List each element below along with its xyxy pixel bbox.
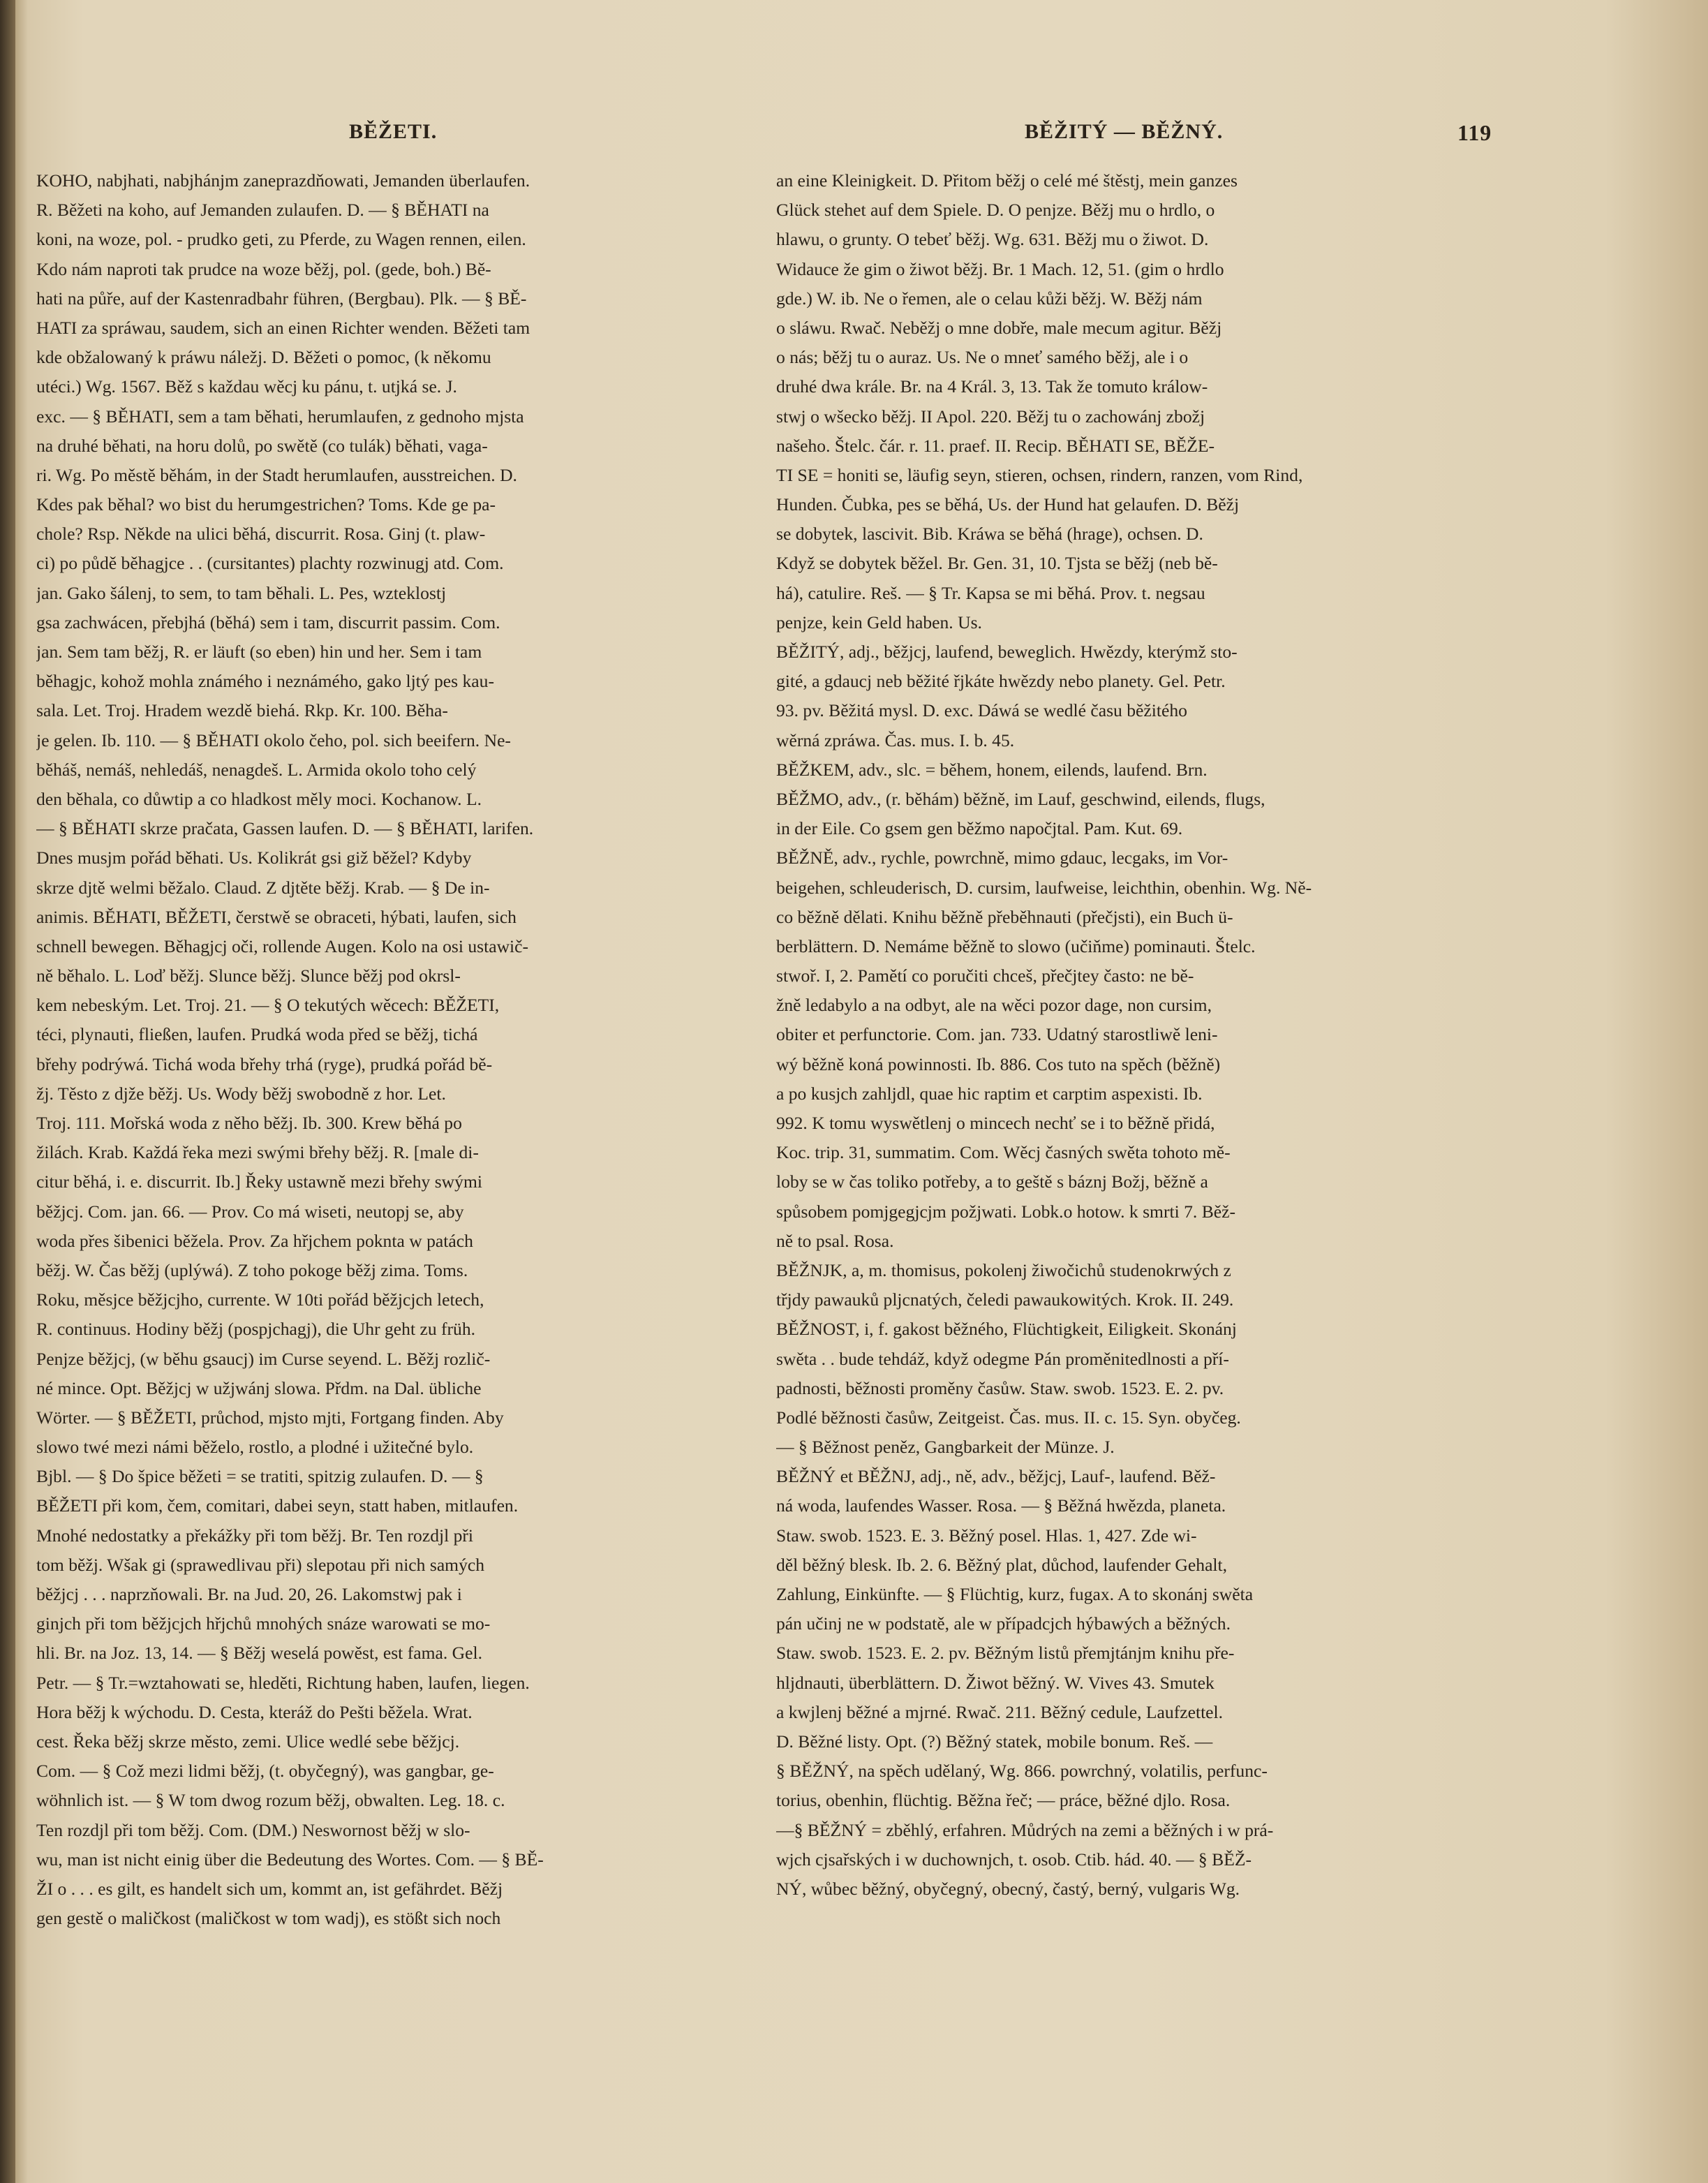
text-line: schnell bewegen. Běhagjcj oči, rollende Augen. Kolo na osi ustawič- <box>36 935 529 956</box>
text-line: KOHO, nabjhati, nabjhánjm zaneprazdňowati, Jemanden überlaufen. <box>36 170 530 191</box>
text-line: Hunden. Čubka, pes se běhá, Us. der Hund hat gelaufen. D. Běžj <box>776 494 1240 515</box>
text-line: sala. Let. Troj. Hradem wezdě biehá. Rkp. Kr. 100. Běha- <box>36 700 448 721</box>
text-line: a kwjlenj běžné a mjrné. Rwač. 211. Běžný cedule, Laufzettel. <box>776 1701 1224 1722</box>
text-line: břehy podrýwá. Tichá woda břehy trhá (ryge), prudká pořád bě- <box>36 1053 493 1074</box>
text-line: Kdes pak běhal? wo bist du herumgestrichen? Toms. Kde ge pa- <box>36 494 496 515</box>
text-line: slowo twé mezi námi běželo, rostlo, a plodné i užitečné bylo. <box>36 1437 474 1458</box>
text-line: běháš, nemáš, nehledáš, nenagdeš. L. Armida okolo toho celý <box>36 759 477 780</box>
text-line: Staw. swob. 1523. E. 3. Běžný posel. Hlas. 1, 427. Zde wi- <box>776 1525 1197 1546</box>
text-line: gen gestě o maličkost (maličkost w tom wadj), es stößt sich noch <box>36 1908 501 1929</box>
text-line: hli. Br. na Joz. 13, 14. — § Běžj weselá powěst, est fama. Gel. <box>36 1643 482 1664</box>
text-line: BĚŽKEM, adv., slc. = během, honem, eilends, laufend. Brn. <box>776 759 1208 780</box>
text-line: penjze, kein Geld haben. Us. <box>776 612 982 632</box>
text-line: gité, a gdaucj neb běžité řjkáte hwězdy nebo planety. Gel. Petr. <box>776 671 1226 692</box>
text-line: D. Běžné listy. Opt. (?) Běžný statek, mobile bonum. Reš. — <box>776 1731 1213 1752</box>
text-line: beigehen, schleuderisch, D. cursim, laufweise, leichthin, obenhin. Wg. Ně- <box>776 877 1312 898</box>
text-line: BĚŽNJK, a, m. thomisus, pokolenj žiwočichů studenokrwých z <box>776 1259 1231 1280</box>
text-line: běžjcj. Com. jan. 66. — Prov. Co má wiseti, neutopj se, aby <box>36 1201 464 1222</box>
text-line: ci) po půdě běhagjce . . (cursitantes) plachty rozwinugj atd. Com. <box>36 553 504 574</box>
text-line: Staw. swob. 1523. E. 2. pv. Běžným listů přemjtánjm knihu pře- <box>776 1643 1235 1664</box>
text-line: padnosti, běžnosti proměny časůw. Staw. swob. 1523. E. 2. pv. <box>776 1377 1224 1398</box>
text-line: děl běžný blesk. Ib. 2. 6. Běžný plat, důchod, laufender Gehalt, <box>776 1554 1228 1575</box>
text-line: je gelen. Ib. 110. — § BĚHATI okolo čeho, pol. sich beeifern. Ne- <box>36 730 511 750</box>
text-line: jan. Sem tam běžj, R. er läuft (so eben) hin und her. Sem i tam <box>36 642 482 662</box>
text-line: Petr. — § Tr.=wztahowati se, hleděti, Richtung haben, laufen, liegen. <box>36 1672 530 1693</box>
text-line: na druhé běhati, na horu dolů, po swětě (co tulák) běhati, vaga- <box>36 435 488 456</box>
text-line: BĚŽETI při kom, čem, comitari, dabei seyn, statt haben, mitlaufen. <box>36 1495 519 1516</box>
right-running-head: BĚŽITÝ — BĚŽNÝ. <box>1025 120 1224 143</box>
text-line: —§ BĚŽNÝ = zběhlý, erfahren. Můdrých na zemi a běžných i w prá- <box>776 1819 1274 1840</box>
text-line: NÝ, wůbec běžný, obyčegný, obecný, častý, berný, vulgaris Wg. <box>776 1878 1240 1899</box>
text-line: pán učinj ne w podstatě, ale w případcjch hýbawých a běžných. <box>776 1613 1231 1634</box>
text-line: BĚŽMO, adv., (r. běhám) běžně, im Lauf, geschwind, eilends, flugs, <box>776 788 1265 809</box>
text-line: ná woda, laufendes Wasser. Rosa. — § Běžná hwězda, planeta. <box>776 1495 1226 1516</box>
text-line: Ten rozdjl při tom běžj. Com. (DM.) Neswornost běžj w slo- <box>36 1819 470 1840</box>
text-line: Wörter. — § BĚŽETI, průchod, mjsto mjti, Fortgang finden. Aby <box>36 1407 504 1428</box>
text-line: wěrná zpráwa. Čas. mus. I. b. 45. <box>776 730 1015 750</box>
text-line: se dobytek, lascivit. Bib. Kráwa se běhá (hrage), ochsen. D. <box>776 524 1203 545</box>
text-line: 93. pv. Běžitá mysl. D. exc. Dáwá se wedlé času běžitého <box>776 700 1187 721</box>
text-line: Koc. trip. 31, summatim. Com. Wěcj časných swěta tohoto mě- <box>776 1142 1231 1163</box>
text-line: an eine Kleinigkeit. D. Přitom běžj o celé mé štěstj, mein ganzes <box>776 170 1238 191</box>
text-line: Widauce že gim o žiwot běžj. Br. 1 Mach. 12, 51. (gim o hrdlo <box>776 258 1224 279</box>
text-line: ginjch při tom běžjcjch hřjchů mnohých snáze warowati se mo- <box>36 1613 491 1634</box>
running-header <box>0 120 1708 148</box>
text-line: a po kusjch zahljdl, quae hic raptim et carptim aspexisti. Ib. <box>776 1083 1203 1104</box>
text-line: hlawu, o grunty. O tebeť běžj. Wg. 631. Běžj mu o žiwot. D. <box>776 229 1209 250</box>
text-line: Troj. 111. Mořská woda z něho běžj. Ib. 300. Krew běhá po <box>36 1113 462 1133</box>
text-line: R. continuus. Hodiny běžj (pospjchagj), die Uhr geht zu früh. <box>36 1319 476 1340</box>
text-line: koni, na woze, pol. - prudko geti, zu Pferde, zu Wagen rennen, eilen. <box>36 229 526 250</box>
text-line: Mnohé nedostatky a překážky při tom běžj. Br. Ten rozdjl při <box>36 1525 474 1546</box>
right-text-column <box>776 166 1534 1953</box>
text-line: loby se w čas toliko potřeby, a to geště s báznj Božj, běžně a <box>776 1171 1208 1192</box>
text-line: R. Běžeti na koho, auf Jemanden zulaufen. D. — § BĚHATI na <box>36 200 489 221</box>
text-line: gsa zachwácen, přebjhá (běhá) sem i tam, discurrit passim. Com. <box>36 612 500 632</box>
text-line: — § BĚHATI skrze pračata, Gassen laufen. D. — § BĚHATI, larifen. <box>36 818 534 839</box>
text-line: wu, man ist nicht einig über die Bedeutung des Wortes. Com. — § BĚ- <box>36 1849 544 1870</box>
text-line: Hora běžj k wýchodu. D. Cesta, kteráž do Pešti běžela. Wrat. <box>36 1701 473 1722</box>
text-line: HATI za spráwau, saudem, sich an einen Richter wenden. Běžeti tam <box>36 317 530 338</box>
text-line: BĚŽNÝ et BĚŽNJ, adj., ně, adv., běžjcj, Lauf-, laufend. Běž- <box>776 1466 1216 1487</box>
text-line: stwj o wšecko běžj. II Apol. 220. Běžj tu o zachowánj zbožj <box>776 406 1205 427</box>
text-line: Dnes musjm pořád běhati. Us. Kolikrát gsi giž běžel? Kdyby <box>36 848 472 868</box>
text-line: Glück stehet auf dem Spiele. D. O penjze. Běžj mu o hrdlo, o <box>776 200 1215 221</box>
text-line: ri. Wg. Po městě běhám, in der Stadt herumlaufen, ausstreichen. D. <box>36 464 517 485</box>
text-line: — § Běžnost peněz, Gangbarkeit der Münze. J. <box>776 1437 1115 1458</box>
text-line: žj. Těsto z djže běžj. Us. Wody běžj swobodně z hor. Let. <box>36 1083 446 1104</box>
text-line: gde.) W. ib. Ne o řemen, ale o celau kůži běžj. W. Běžj nám <box>776 288 1203 309</box>
text-line: třjdy pawauků pljcnatých, čeledi pawaukowitých. Krok. II. 249. <box>776 1289 1234 1310</box>
text-line: téci, plynauti, fließen, laufen. Prudká woda před se běžj, tichá <box>36 1024 478 1045</box>
text-line: Bjbl. — § Do špice běžeti = se tratiti, spitzig zulaufen. D. — § <box>36 1466 484 1487</box>
text-line: Com. — § Což mezi lidmi běžj, (t. obyčegný), was gangbar, ge- <box>36 1761 494 1782</box>
text-line: jan. Gako šálenj, to sem, to tam běhali. L. Pes, wzteklostj <box>36 582 447 603</box>
text-line: kde obžalowaný k práwu náležj. D. Běžeti o pomoc, (k někomu <box>36 347 491 368</box>
text-line: tom běžj. Wšak gi (sprawedlivau při) slepotau při nich samých <box>36 1554 485 1575</box>
text-line: Penjze běžjcj, (w běhu gsaucj) im Curse seyend. L. Běžj rozlič- <box>36 1348 491 1369</box>
left-running-head: BĚŽETI. <box>349 120 438 143</box>
text-line: wý běžně koná powinnosti. Ib. 886. Cos tuto na spěch (běžně) <box>776 1053 1221 1074</box>
text-line: Roku, měsjce běžjcjho, currente. W 10ti pořád běžjcjch letech, <box>36 1289 484 1310</box>
text-line: skrze djtě welmi běžalo. Claud. Z djtěte běžj. Krab. — § De in- <box>36 877 490 898</box>
left-text-column <box>36 166 794 1953</box>
text-line: běžjcj . . . naprzňowali. Br. na Jud. 20, 26. Lakomstwj pak i <box>36 1584 462 1604</box>
text-line: animis. BĚHATI, BĚŽETI, čerstwě se obraceti, hýbati, laufen, sich <box>36 906 517 927</box>
text-line: ŽI o . . . es gilt, es handelt sich um, kommt an, ist gefährdet. Běžj <box>36 1878 503 1899</box>
text-line: hati na půře, auf der Kastenradbahr führen, (Bergbau). Plk. — § BĚ- <box>36 288 527 309</box>
text-line: co běžně dělati. Knihu běžně přeběhnauti (přečjsti), ein Buch ü- <box>776 906 1233 927</box>
text-line: BĚŽITÝ, adj., běžjcj, laufend, beweglich. Hwězdy, kterýmž sto- <box>776 642 1238 662</box>
text-line: TI SE = honiti se, läufig seyn, stieren, ochsen, rindern, ranzen, vom Rind, <box>776 464 1303 485</box>
text-line: citur běhá, i. e. discurrit. Ib.] Řeky ustawně mezi břehy swými <box>36 1171 482 1192</box>
text-line: druhé dwa krále. Br. na 4 Král. 3, 13. Tak že tomuto králow- <box>776 376 1208 397</box>
text-line: BĚŽNĚ, adv., rychle, powrchně, mimo gdauc, lecgaks, im Vor- <box>776 848 1228 868</box>
text-line: o sláwu. Rwač. Neběžj o mne dobře, male mecum agitur. Běžj <box>776 317 1222 338</box>
text-line: cest. Řeka běžj skrze město, zemi. Ulice wedlé sebe běžjcj. <box>36 1731 460 1752</box>
text-line: o nás; běžj tu o auraz. Us. Ne o mneť samého běžj, ale i o <box>776 347 1189 368</box>
text-line: § BĚŽNÝ, na spěch udělaný, Wg. 866. powrchný, volatilis, perfunc- <box>776 1761 1268 1782</box>
text-line: né mince. Opt. Běžjcj w užjwánj slowa. Přdm. na Dal. übliche <box>36 1377 482 1398</box>
text-line: běhagjc, kohož mohla známého i neznámého, gako ljtý pes kau- <box>36 671 494 692</box>
text-line: žilách. Krab. Každá řeka mezi swými břehy běžj. R. [male di- <box>36 1142 479 1163</box>
text-line: wjch cjsařských i w duchownjch, t. osob. Ctib. hád. 40. — § BĚŽ- <box>776 1849 1252 1870</box>
text-line: woda přes šibenici běžela. Prov. Za hřjchem poknta w patách <box>36 1230 473 1251</box>
text-line: kem nebeským. Let. Troj. 21. — § O tekutých wěcech: BĚŽETI, <box>36 995 500 1016</box>
text-line: našeho. Štelc. čár. r. 11. praef. II. Recip. BĚHATI SE, BĚŽE- <box>776 435 1215 456</box>
text-line: chole? Rsp. Někde na ulici běhá, discurrit. Rosa. Ginj (t. plaw- <box>36 524 486 545</box>
page-number: 119 <box>1457 120 1492 145</box>
text-line: žně ledabylo a na odbyt, ale na wěci pozor dage, non cursim, <box>776 995 1212 1016</box>
text-line: ně běhalo. L. Loď běžj. Slunce běžj. Slunce běžj pod okrsl- <box>36 965 461 986</box>
text-line: wöhnlich ist. — § W tom dwog rozum běžj, obwalten. Leg. 18. c. <box>36 1790 505 1811</box>
text-line: há), catulire. Reš. — § Tr. Kapsa se mi běhá. Prov. t. negsau <box>776 582 1205 603</box>
text-line: Kdo nám naproti tak prudce na woze běžj, pol. (gede, boh.) Bě- <box>36 258 491 279</box>
text-line: obiter et perfunctorie. Com. jan. 733. Udatný starostliwě leni- <box>776 1024 1218 1045</box>
text-line: hljdnauti, überblättern. D. Žiwot běžný. W. Vives 43. Smutek <box>776 1672 1215 1693</box>
text-line: běžj. W. Čas běžj (uplýwá). Z toho pokoge běžj zima. Toms. <box>36 1259 468 1280</box>
text-line: Podlé běžnosti časůw, Zeitgeist. Čas. mus. II. c. 15. Syn. obyčeg. <box>776 1407 1241 1428</box>
text-line: stwoř. I, 2. Pamětí co poručiti chceš, přečjtey často: ne bě- <box>776 965 1194 986</box>
text-line: exc. — § BĚHATI, sem a tam běhati, herumlaufen, z gednoho mjsta <box>36 406 524 427</box>
text-line: Zahlung, Einkünfte. — § Flüchtig, kurz, fugax. A to skonánj swěta <box>776 1584 1254 1604</box>
text-line: spůsobem pomjgegjcjm požjwati. Lobk.o hotow. k smrti 7. Běž- <box>776 1201 1236 1222</box>
text-line: in der Eile. Co gsem gen běžmo napočjtal. Pam. Kut. 69. <box>776 818 1183 839</box>
text-line: 992. K tomu wyswětlenj o mincech nechť se i to běžně přidá, <box>776 1113 1215 1133</box>
text-line: den běhala, co důwtip a co hladkost měly moci. Kochanow. L. <box>36 788 482 809</box>
text-line: berblättern. D. Nemáme běžně to slowo (učiňme) pominauti. Štelc. <box>776 935 1256 956</box>
text-line: ně to psal. Rosa. <box>776 1230 894 1251</box>
text-line: Když se dobytek běžel. Br. Gen. 31, 10. Tjsta se běžj (neb bě- <box>776 553 1218 574</box>
text-line: utéci.) Wg. 1567. Běž s každau wěcj ku pánu, t. utjká se. J. <box>36 376 457 397</box>
text-line: BĚŽNOST, i, f. gakost běžného, Flüchtigkeit, Eiligkeit. Skonánj <box>776 1319 1237 1340</box>
book-spine <box>0 0 15 2183</box>
text-line: torius, obenhin, flüchtig. Běžna řeč; — práce, běžné djlo. Rosa. <box>776 1790 1231 1811</box>
text-line: swěta . . bude tehdáž, když odegme Pán proměnitedlnosti a pří- <box>776 1348 1229 1369</box>
